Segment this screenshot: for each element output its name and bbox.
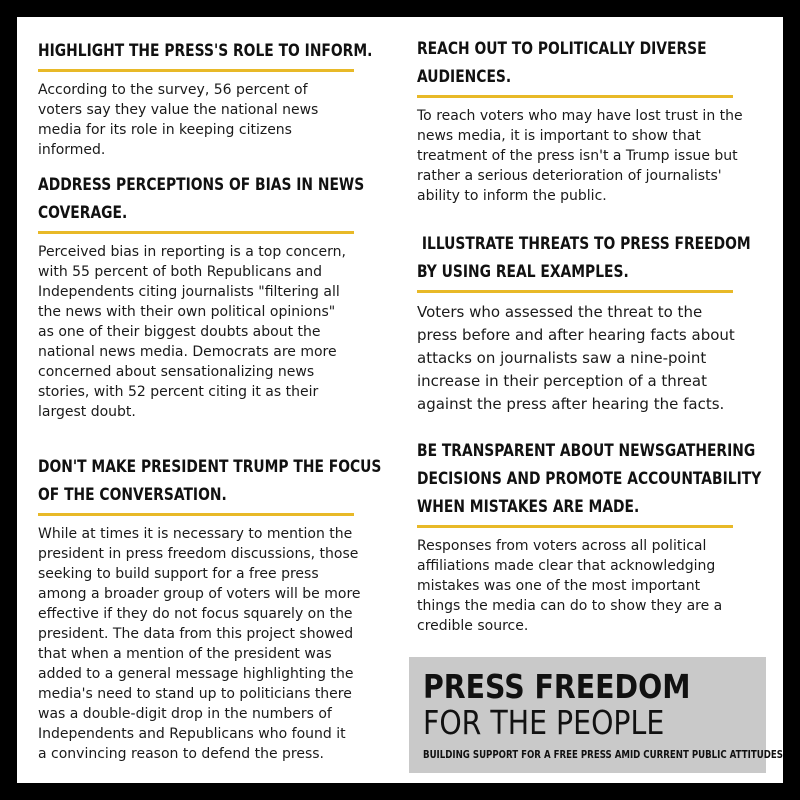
heading-line: REACH OUT TO POLITICALLY DIVERSE <box>417 39 707 58</box>
heading-rule <box>417 290 733 293</box>
section-heading <box>417 230 764 286</box>
section-heading <box>38 37 385 65</box>
infographic-page <box>17 17 783 783</box>
heading-line: ADDRESS PERCEPTIONS OF BIAS IN NEWS <box>38 175 365 194</box>
logo-tagline: BUILDING SUPPORT FOR A FREE PRESS AMID CURRENT PUBLIC ATTITUDES <box>423 749 783 761</box>
heading-line: WHEN MISTAKES ARE MADE. <box>417 497 640 516</box>
press-freedom-logo <box>409 657 783 773</box>
heading-line: BY USING REAL EXAMPLES. <box>417 262 629 281</box>
heading-line: DON'T MAKE PRESIDENT TRUMP THE FOCUS <box>38 457 382 476</box>
heading-line: ILLUSTRATE THREATS TO PRESS FREEDOM <box>417 234 751 253</box>
heading-line: HIGHLIGHT THE PRESS'S ROLE TO INFORM. <box>38 41 373 60</box>
heading-line: OF THE CONVERSATION. <box>38 485 227 504</box>
heading-rule <box>417 95 733 98</box>
heading-rule <box>417 525 733 528</box>
section-bias <box>38 171 388 422</box>
heading-rule <box>38 513 354 516</box>
section-transparency <box>417 437 767 636</box>
section-heading <box>38 171 385 227</box>
section-body: According to the survey, 56 percent of voters say they value the national news media for its role in keeping citizens informed. <box>38 82 319 158</box>
logo-title-line1: PRESS FREEDOM <box>423 667 691 706</box>
section-body: Voters who assessed the threat to the press before and after hearing facts about attacks on journalists saw a nine-point increase in their perception of a threat against the press after hearing the facts. <box>417 303 735 413</box>
section-body: Perceived bias in reporting is a top concern, with 55 percent of both Republicans and Independents citing journalists "filtering all the news with their own political opinions" as one of their biggest doubts about the national news media. Democrats are more concerned about sensationalizing news stories, with 52 percent citing it as their largest doubt. <box>38 244 346 420</box>
heading-line: COVERAGE. <box>38 203 128 222</box>
section-body: While at times it is necessary to mention the president in press freedom discussions, those seeking to build support for a free press among a broader group of voters will be more effective if they do not focus squarely on the president. The data from this project showed that when a mention of the president was added to a general message highlighting the media's need to stand up to politicians there was a double-digit drop in the numbers of Independents and Republicans who found it a convincing reason to defend the press. <box>38 526 361 762</box>
logo-title-line2: FOR THE PEOPLE <box>423 703 665 742</box>
section-body: Responses from voters across all political affiliations made clear that acknowledging mistakes was one of the most important things the media can do to show they are a credible source. <box>417 538 723 634</box>
section-heading <box>417 35 764 91</box>
heading-line: DECISIONS AND PROMOTE ACCOUNTABILITY <box>417 469 762 488</box>
heading-rule <box>38 231 354 234</box>
heading-line: AUDIENCES. <box>417 67 512 86</box>
section-inform <box>38 37 388 160</box>
section-threats <box>417 230 767 416</box>
section-heading <box>38 453 385 509</box>
section-heading <box>417 437 764 521</box>
section-diverse-audiences <box>417 35 767 206</box>
heading-rule <box>38 69 354 72</box>
heading-line: BE TRANSPARENT ABOUT NEWSGATHERING <box>417 441 756 460</box>
section-trump-focus <box>38 453 388 764</box>
section-body: To reach voters who may have lost trust in the news media, it is important to show that treatment of the press isn't a Trump issue but rather a serious deterioration of journalists' ability to inform the public. <box>417 108 743 204</box>
